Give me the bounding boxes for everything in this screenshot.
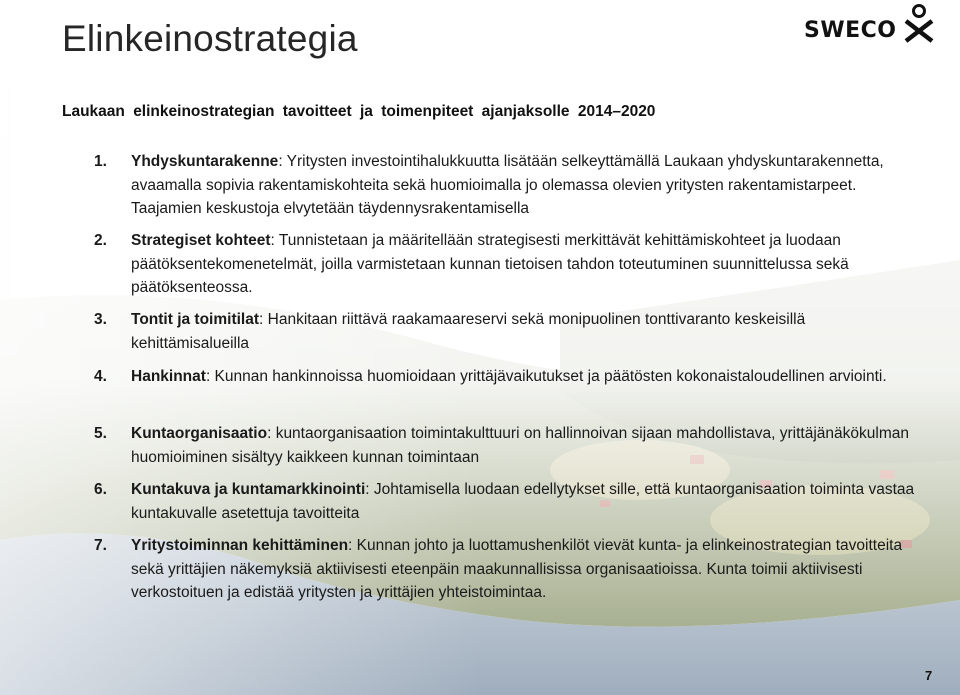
goal-text: [131, 422, 921, 469]
goal-number: 7.: [94, 537, 107, 554]
goal-heading: Tontit ja toimitilat: [131, 311, 260, 328]
goal-number: 5.: [94, 425, 107, 442]
goal-text: [131, 534, 921, 605]
goal-description: : Kunnan hankinnoissa huomioidaan yrittäjävaikutukset ja päätösten kokonaistaloudellinen arviointi.: [205, 368, 887, 385]
goal-description: : Tunnistetaan ja määritellään strategisesti merkittävät kehittämiskohteet ja luodaan päätöksentekomenetelmät, joilla varmistetaan kunnan tietoisen tahdon toteutuminen suunnittelussa sekä päätöksenteossa.: [131, 232, 849, 296]
goal-number: 3.: [94, 311, 107, 328]
goal-description: : Hankitaan riittävä raakamaareservi sekä monipuolinen tonttivaranto keskeisillä kehittämisalueilla: [131, 311, 806, 352]
goal-number: 6.: [94, 481, 107, 498]
goal-heading: Hankinnat: [131, 368, 206, 385]
slide-subtitle: Laukaan elinkeinostrategian tavoitteet ja toimenpiteet ajanjaksolle 2014–2020: [62, 103, 656, 120]
goal-number: 1.: [94, 153, 107, 170]
goal-text: [131, 308, 921, 355]
goal-number: 2.: [94, 232, 107, 249]
sweco-logo: [804, 4, 944, 48]
goal-text: [131, 229, 921, 300]
page-number: 7: [925, 668, 933, 683]
goal-number: 4.: [94, 368, 107, 385]
logo-text: SWECO: [804, 18, 897, 43]
goal-heading: Kuntakuva ja kuntamarkkinointi: [131, 481, 366, 498]
goal-description: : Kunnan johto ja luottamushenkilöt vievät kunta- ja elinkeinostrategian tavoitteita sekä yrittäjien näkemyksiä aktiivisesti eteenpäin maakunnallisissa organisaatioissa. Kunta toimii aktiivisesti verkostoituen ja edistää yritysten ja yrittäjien yhteistoimintaa.: [131, 537, 903, 601]
sweco-emblem-icon: [901, 4, 937, 44]
goal-description: : Johtamisella luodaan edellytykset sille, että kuntaorganisaation toiminta vastaa kuntakuvalle asetettuja tavoitteita: [131, 481, 915, 522]
goal-heading: Yhdyskuntarakenne: [131, 153, 279, 170]
goal-text: [131, 150, 921, 221]
goal-description: : kuntaorganisaation toimintakulttuuri on hallinnoivan sijaan mahdollistava, yrittäjänäkökulman huomioiminen sisältyy kaikkeen kunnan toimintaan: [131, 425, 909, 466]
goal-heading: Kuntaorganisaatio: [131, 425, 268, 442]
goal-text: [131, 478, 921, 525]
slide-title: Elinkeinostrategia: [62, 18, 358, 59]
goal-heading: Yritystoiminnan kehittäminen: [131, 537, 349, 554]
goal-heading: Strategiset kohteet: [131, 232, 271, 249]
goal-description: : Yritysten investointihalukkuutta lisätään selkeyttämällä Laukaan yhdyskuntarakennetta, avaamalla sopivia rakentamiskohteita sekä huomioimalla jo olemassa olevien yritysten rakentamistarpeet. Taajamien keskustoja elvytetään täydennysrakentamisella: [131, 153, 884, 217]
goal-text: [131, 365, 921, 389]
